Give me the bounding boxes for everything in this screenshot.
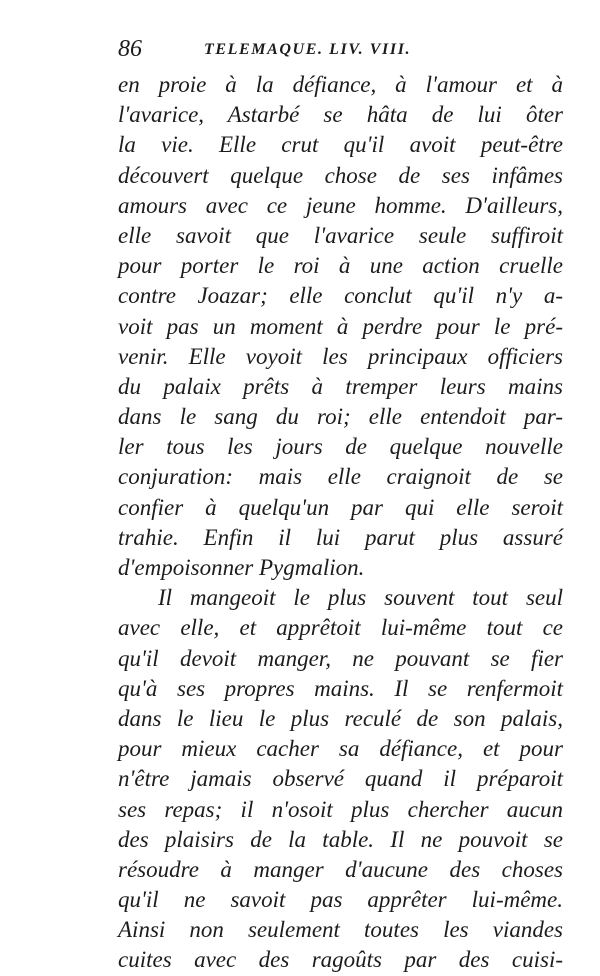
running-head: TELEMAQUE. LIV. VIII. xyxy=(204,41,412,58)
text-line: pour porter le roi à une action cruelle xyxy=(118,253,563,279)
text-line: ler tous les jours de quelque nouvelle xyxy=(118,434,563,460)
text-line: dans le lieu le plus reculé de son palais, xyxy=(118,705,563,731)
text-line: voit pas un moment à perdre pour le pré- xyxy=(118,313,563,339)
text-line: amours avec ce jeune homme. D'ailleurs, xyxy=(118,192,563,218)
text-line: des plaisirs de la table. Il ne pouvoit se xyxy=(118,826,563,852)
text-line: en proie à la défiance, à l'amour et à xyxy=(118,72,563,97)
text-line: découvert quelque chose de ses infâmes xyxy=(118,162,563,188)
text-line: d'empoisonner Pygmalion. xyxy=(118,555,365,580)
text-line: qu'à ses propres mains. Il se renfermoit xyxy=(118,675,563,701)
text-line: qu'il ne savoit pas apprêter lui-même. xyxy=(118,887,563,913)
text-line: résoudre à manger d'aucune des choses xyxy=(118,856,563,882)
text-line: l'avarice, Astarbé se hâta de lui ôter xyxy=(118,102,563,128)
text-line: elle savoit que l'avarice seule suffiroit xyxy=(118,222,563,248)
page-header xyxy=(118,36,558,66)
text-line: n'être jamais observé quand il préparoit xyxy=(118,766,563,792)
text-line: venir. Elle voyoit les principaux officiers xyxy=(118,343,563,369)
text-line: cuites avec des ragoûts par des cuisi- xyxy=(118,947,563,973)
text-line: trahie. Enfin il lui parut plus assuré xyxy=(118,524,563,550)
text-line: confier à quelqu'un par qui elle seroit xyxy=(118,494,563,520)
text-line: contre Joazar; elle conclut qu'il n'y a- xyxy=(118,283,563,309)
text-line: pour mieux cacher sa défiance, et pour xyxy=(118,736,563,762)
text-line: du palaix prêts à tremper leurs mains xyxy=(118,373,563,399)
text-line: dans le sang du roi; elle entendoit par- xyxy=(118,404,563,430)
page-number: 86 xyxy=(118,36,142,62)
text-line: ses repas; il n'osoit plus chercher aucun xyxy=(118,796,563,822)
text-line: Ainsi non seulement toutes les viandes xyxy=(118,917,563,943)
text-line: qu'il devoit manger, ne pouvant se fier xyxy=(118,645,563,671)
text-line: la vie. Elle crut qu'il avoit peut-être xyxy=(118,132,563,158)
text-line: Il mangeoit le plus souvent tout seul xyxy=(158,585,563,611)
text-line: avec elle, et apprêtoit lui-même tout ce xyxy=(118,615,563,641)
text-line: conjuration: mais elle craignoit de se xyxy=(118,464,563,490)
body-text xyxy=(118,70,563,976)
